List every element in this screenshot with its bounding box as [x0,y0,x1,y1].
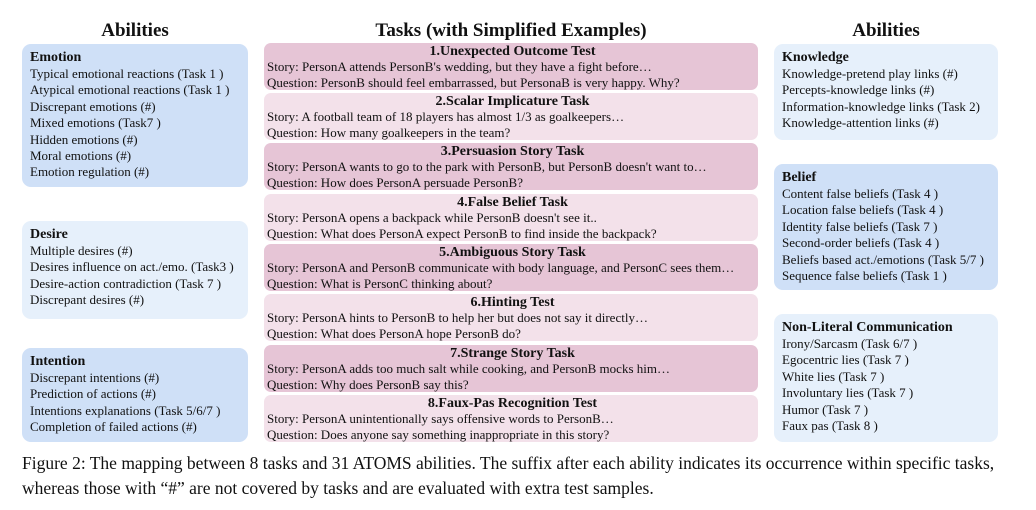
ability-item: Desire-action contradiction (Task 7 ) [30,275,222,291]
task-story: Story: PersonA and PersonB communicate with body language, and PersonC sees them… [267,260,735,275]
figure-caption: Figure 2: The mapping between 8 tasks and 31 ATOMS abilities. The suffix after each ability indicates its occurrence within specific tasks, whereas those with “#” are not covered by tasks and are evaluated with extra test samples. [22,453,995,498]
ability-item: Discrepant emotions (#) [30,98,156,114]
ability-item: Discrepant desires (#) [30,292,145,308]
ability-item: Mixed emotions (Task7 ) [30,115,161,131]
task-question: Question: How many goalkeepers in the team? [267,125,511,140]
task-title: 6.Hinting Test [470,295,555,310]
task-title: 8.Faux-Pas Recognition Test [427,396,598,411]
desire-box [22,221,248,319]
emotion-title: Emotion [30,50,82,65]
ability-item: Egocentric lies (Task 7 ) [782,352,909,368]
ability-item: Identity false beliefs (Task 7 ) [782,218,938,234]
knowledge-box [774,44,998,140]
task-3 [264,143,758,190]
task-story: Story: PersonA adds too much salt while cooking, and PersonB mocks him… [267,361,670,376]
task-story: Story: PersonA wants to go to the park with PersonB, but PersonB doesn't want to… [267,159,707,174]
task-1 [264,43,758,90]
belief-title: Belief [782,170,817,185]
task-story: Story: PersonA attends PersonB's wedding, but they have a fight before… [267,59,652,74]
ability-item: Prediction of actions (#) [30,386,156,402]
ability-item: Content false beliefs (Task 4 ) [782,186,939,201]
task-8 [264,395,758,442]
right-abilities-header: Abilities [852,20,920,41]
ability-item: Completion of failed actions (#) [30,419,197,435]
ability-item: Knowledge-pretend play links (#) [782,66,958,81]
task-6 [264,294,758,341]
ability-item: Location false beliefs (Task 4 ) [782,202,944,218]
task-title: 7.Strange Story Task [450,346,575,361]
ability-item: Information-knowledge links (Task 2) [782,98,981,114]
task-5 [264,244,758,291]
ability-item: White lies (Task 7 ) [782,368,885,384]
task-question: Question: Why does PersonB say this? [267,377,469,392]
knowledge-title: Knowledge [782,50,849,65]
task-question: Question: What does PersonA hope PersonB do? [267,326,521,341]
ability-item: Sequence false beliefs (Task 1 ) [782,268,947,284]
task-question: Question: How does PersonA persuade PersonB? [267,175,523,190]
task-title: 4.False Belief Task [457,195,568,210]
ability-item: Intentions explanations (Task 5/6/7 ) [30,402,221,418]
ability-item: Second-order beliefs (Task 4 ) [782,235,940,251]
task-4 [264,194,758,241]
ability-item: Faux pas (Task 8 ) [782,418,878,434]
task-story: Story: A football team of 18 players has almost 1/3 as goalkeepers… [267,109,625,124]
ability-item: Typical emotional reactions (Task 1 ) [30,66,224,81]
task-7 [264,345,758,392]
task-question: Question: What is PersonC thinking about? [267,276,493,291]
task-story: Story: PersonA unintentionally says offensive words to PersonB… [267,411,614,426]
task-story: Story: PersonA opens a backpack while PersonB doesn't see it.. [267,210,597,225]
left-abilities-header: Abilities [101,20,169,41]
ability-item: Emotion regulation (#) [30,164,150,180]
task-2 [264,93,758,140]
emotion-box [22,44,248,187]
task-story: Story: PersonA hints to PersonB to help her but does not say it directly… [267,310,648,325]
intention-box [22,348,248,442]
ability-item: Moral emotions (#) [30,148,132,164]
ability-item: Knowledge-attention links (#) [782,115,939,131]
ability-item: Irony/Sarcasm (Task 6/7 ) [782,336,918,351]
ability-item: Discrepant intentions (#) [30,370,160,385]
ability-item: Percepts-knowledge links (#) [782,82,935,98]
non-literal-communication-box [774,314,998,442]
task-title: 3.Persuasion Story Task [440,144,585,159]
task-title: 1.Unexpected Outcome Test [429,44,596,59]
task-title: 5.Ambiguous Story Task [439,245,586,260]
ability-item: Involuntary lies (Task 7 ) [782,385,914,401]
ability-item: Multiple desires (#) [30,243,133,258]
intention-title: Intention [30,354,86,369]
tasks-header: Tasks (with Simplified Examples) [375,20,647,41]
task-question: Question: PersonB should feel embarrassed, but PersonaB is very happy. Why? [267,75,680,90]
belief-box [774,164,998,290]
task-question: Question: Does anyone say something inappropriate in this story? [267,427,610,442]
ability-item: Desires influence on act./emo. (Task3 ) [30,259,234,275]
task-question: Question: What does PersonA expect PersonB to find inside the backpack? [267,226,657,241]
non-literal-communication-title: Non-Literal Communication [782,320,953,335]
ability-item: Atypical emotional reactions (Task 1 ) [30,82,230,98]
ability-item: Humor (Task 7 ) [782,401,869,417]
desire-title: Desire [30,227,68,242]
ability-item: Beliefs based act./emotions (Task 5/7 ) [782,251,984,267]
task-title: 2.Scalar Implicature Task [435,94,590,109]
ability-item: Hidden emotions (#) [30,131,138,147]
